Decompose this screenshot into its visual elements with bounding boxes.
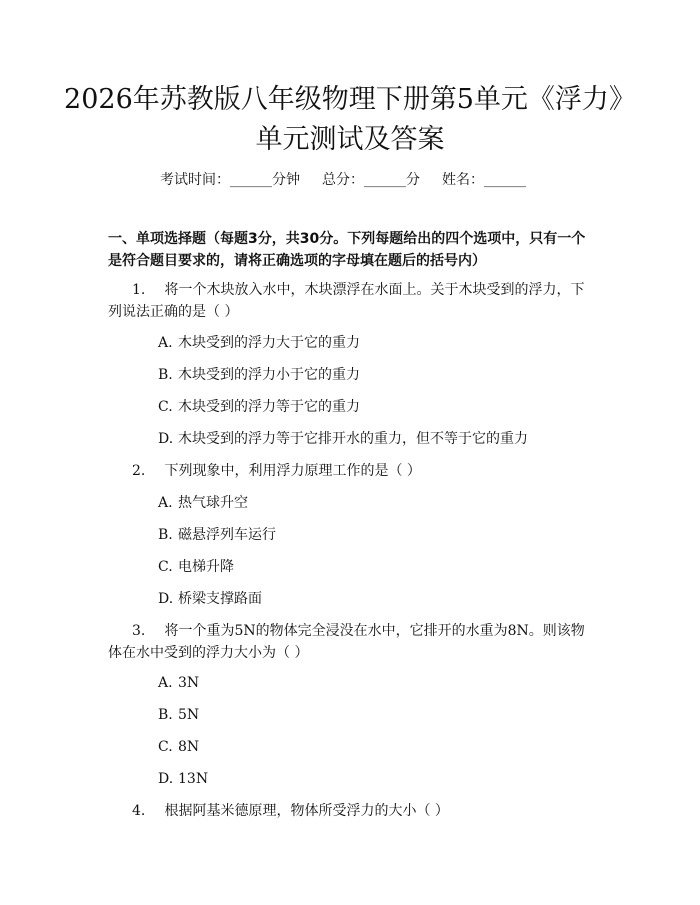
question-2-option-c xyxy=(158,557,598,577)
option-text: 8N xyxy=(178,739,200,755)
option-text: 5N xyxy=(178,707,200,723)
option-letter: D. xyxy=(158,591,174,607)
question-number: 3. xyxy=(132,623,146,639)
question-4 xyxy=(108,800,598,822)
option-letter: C. xyxy=(158,739,173,755)
question-1-option-a xyxy=(158,333,598,353)
question-3-option-d xyxy=(158,769,598,789)
exam-meta xyxy=(160,170,560,190)
option-text: 木块受到的浮力大于它的重力 xyxy=(178,335,360,351)
question-2-option-b xyxy=(158,525,598,545)
option-letter: A. xyxy=(158,675,173,691)
option-letter: C. xyxy=(158,399,173,415)
option-text: 木块受到的浮力等于它的重力 xyxy=(178,399,360,415)
question-1-option-c xyxy=(158,397,598,417)
question-1-option-d xyxy=(158,429,598,449)
question-1-option-b xyxy=(158,365,598,385)
question-3-option-b xyxy=(158,705,598,725)
option-text: 电梯升降 xyxy=(178,559,234,575)
option-letter: D. xyxy=(158,771,174,787)
option-text: 13N xyxy=(178,771,209,787)
question-1 xyxy=(108,279,598,323)
question-2-option-a xyxy=(158,493,598,513)
question-3 xyxy=(108,620,598,664)
student-name: 姓名：______ xyxy=(442,172,526,188)
question-number: 4. xyxy=(132,803,146,819)
question-text: 将一个重为5N的物体完全浸没在水中，它排开的水重为8N。则该物体在水中受到的浮力大小为（ ） xyxy=(108,623,585,661)
exam-score: 总分：______分 xyxy=(322,172,420,188)
question-text: 下列现象中，利用浮力原理工作的是（ ） xyxy=(164,463,421,479)
question-2 xyxy=(108,460,598,482)
option-letter: B. xyxy=(158,707,173,723)
option-letter: B. xyxy=(158,367,173,383)
option-text: 桥梁支撑路面 xyxy=(178,591,262,607)
question-number: 1. xyxy=(132,282,146,298)
question-2-option-d xyxy=(158,589,598,609)
question-text: 将一个木块放入水中，木块漂浮在水面上。关于木块受到的浮力，下列说法正确的是（ ） xyxy=(108,282,585,320)
option-letter: B. xyxy=(158,527,173,543)
option-text: 3N xyxy=(178,675,200,691)
option-text: 磁悬浮列车运行 xyxy=(178,527,276,543)
option-text: 木块受到的浮力等于它排开水的重力，但不等于它的重力 xyxy=(178,431,528,447)
option-text: 木块受到的浮力小于它的重力 xyxy=(178,367,360,383)
section-title: 一、单项选择题（每题3分，共30分。下列每题给出的四个选项中，只有一个是符合题目要求的，请将正确选项的字母填在题后的括号内） xyxy=(108,231,586,269)
question-3-option-a xyxy=(158,673,598,693)
question-3-option-c xyxy=(158,737,598,757)
option-letter: C. xyxy=(158,559,173,575)
option-text: 热气球升空 xyxy=(178,495,248,511)
option-letter: A. xyxy=(158,495,173,511)
option-letter: A. xyxy=(158,335,173,351)
option-letter: D. xyxy=(158,431,174,447)
document-title: 2026年苏教版八年级物理下册第5单元《浮力》单元测试及答案 xyxy=(64,84,636,155)
exam-time: 考试时间：______分钟 xyxy=(160,172,300,188)
question-text: 根据阿基米德原理，物体所受浮力的大小（ ） xyxy=(164,803,449,819)
question-number: 2. xyxy=(132,463,146,479)
